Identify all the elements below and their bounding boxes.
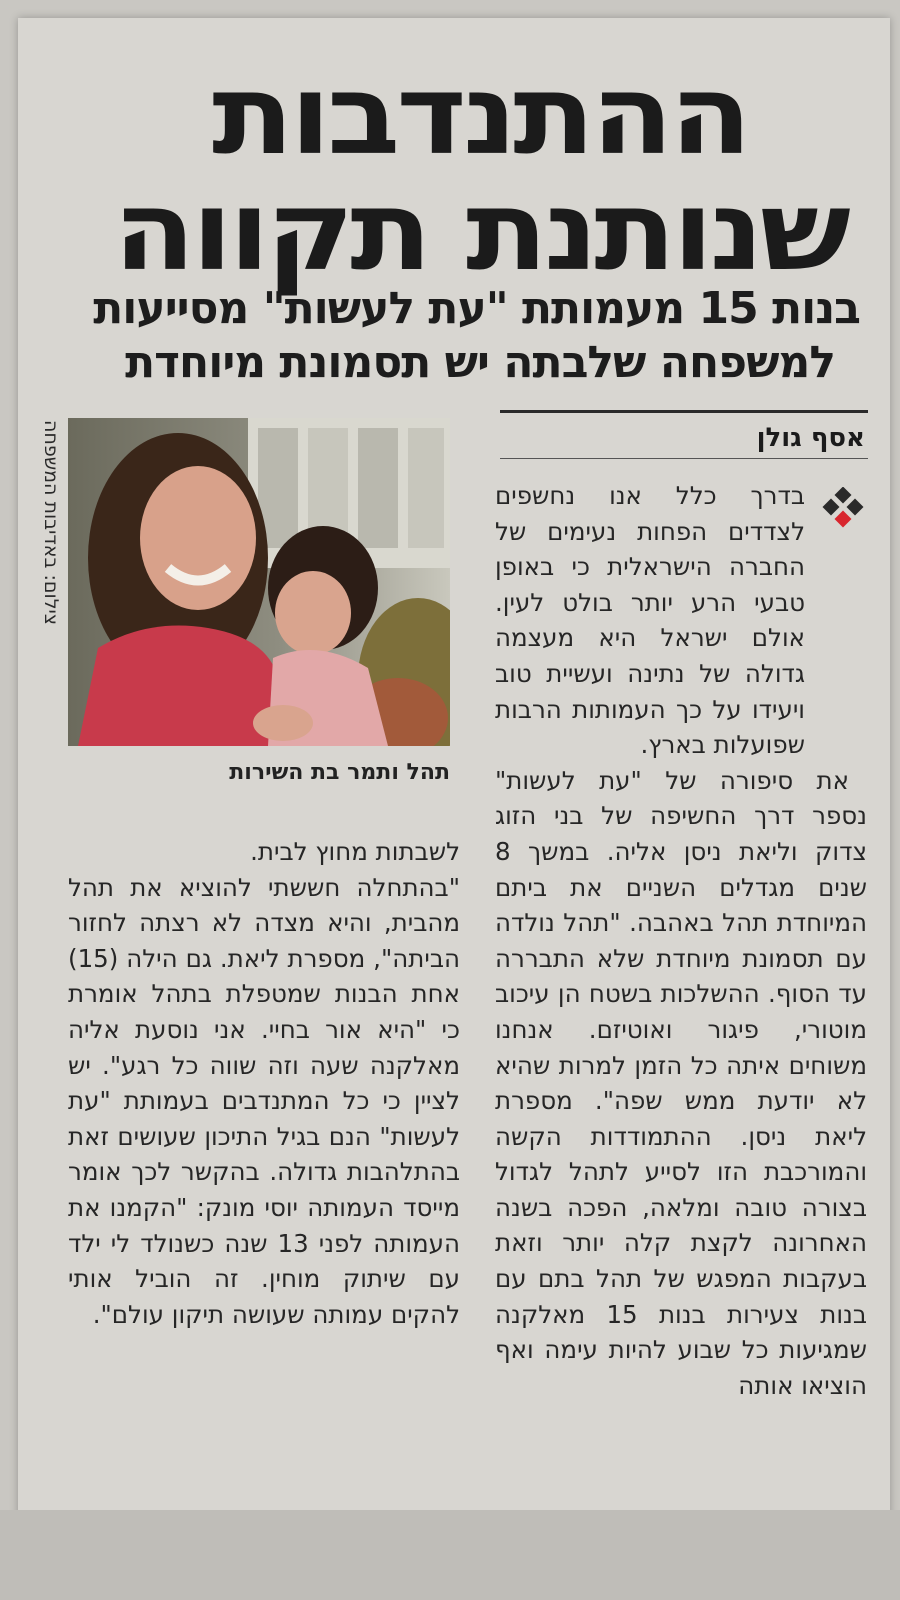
paragraph-4: "בהתחלה חששתי להוציא את תהל מהבית, והיא מצדה לא רצתה לחזור הביתה", מספרת ליאת. גם הילה (15) אחת הבנות שמטפלת בתהל אומרת כי "היא אור בחיי. אני נוסעת אליה מאלקנה שעה וזה שווה כל רגע". יש לציין כי כל המתנדבים בעמותת "עת לעשות" הנם בגיל התיכון שעושים זאת בהתלהבות גדולה. בהקשר לכך אומר מייסד העמותה יוסי מונק: "הקמנו את העמותה לפני 13 שנה כשנולד לי ילד עם שיתוק מוחין. זה הוביל אותי להקים עמותה שעושה תיקון עולם".	[68, 872, 461, 1329]
byline: אסף גולן	[756, 423, 865, 453]
photo-caption: תהל ותמר בת השירות	[229, 760, 450, 785]
headline-line-1: ההתנדבות	[211, 51, 749, 180]
photo-illustration	[68, 418, 450, 746]
headline	[100, 51, 860, 296]
byline-underline	[500, 458, 868, 459]
article-column-right	[495, 478, 867, 1403]
paragraph-2: את סיפורה של "עת לעשות" נספר דרך החשיפה של בני הזוג צדוק וליאת ניסן אליה. במשך 8 שנים מגדלים השניים את ביתם המיוחדת תהל באהבה. "תהל נולדה עם תסמונת מיוחדת שלא התבררה עד הסוף. ההשלכות בשטח הן עיכוב מוטורי, פיגור ואוטיזם. אנחנו משוחים איתה כל הזמן למרות שהיא לא יודעת ממש שפה". מספרת ליאת ניסן. ההתמודדות הקשה והמורכבת הזו לסייע לתהל לגדול בצורה טובה ומלאה, הפכה בשנה האחרונה לקצת קלה יותר וזאת בעקבות המפגש של תהל בתם עם בנות צעירות בנות 15 מאלקנה שמגיעות כל שבוע להיות עימה ואף הוציאו אותה	[495, 765, 867, 1400]
subheadline-line-1: בנות 15 מעמותת "עת לעשות" מסייעות	[93, 283, 860, 334]
article-photo	[68, 418, 450, 746]
byline-rule	[500, 410, 868, 413]
article-column-left	[68, 834, 460, 1332]
subheadline	[93, 282, 860, 390]
headline-line-2: שנותנת תקווה	[113, 167, 847, 296]
photo-credit: צילום: באדיבות המשפחה	[40, 420, 62, 626]
paragraph-3: לשבתות מחוץ לבית.	[250, 837, 460, 866]
page-edge	[0, 1510, 900, 1600]
subheadline-line-2: למשפחה שלבתה יש תסמונת מיוחדת	[125, 337, 835, 388]
paragraph-1: בדרך כלל אנו נחשפים לצדדים הפחות נעימים של החברה הישראלית כי באופן טבעי הרע יותר בולט לעין. אולם ישראל היא מעצמה גדולה של נתינה ועשיית טוב ויעידו על כך העמותות הרבות שפועלות בארץ.	[495, 481, 805, 760]
